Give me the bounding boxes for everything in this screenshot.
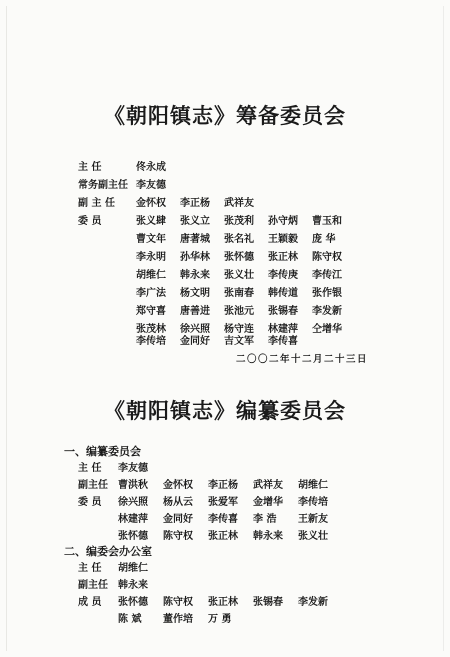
member-name: 金增华 [253, 497, 283, 508]
member-name: 孙华林 [180, 252, 210, 263]
member-name: 张正林 [208, 597, 238, 608]
member-name: 金同好 [180, 336, 210, 347]
member-name: 武祥友 [253, 480, 283, 491]
member-name: 金怀权 [136, 198, 166, 209]
member-name: 李广法 [136, 288, 166, 299]
prep-committee-title: 《朝阳镇志》筹备委员会 [104, 103, 346, 128]
member-name: 张池元 [224, 306, 254, 317]
member-name: 曹洪秋 [118, 480, 148, 491]
member-name: 董作培 [163, 614, 193, 625]
member-name: 曹玉和 [312, 216, 342, 227]
member-name: 胡维仁 [136, 270, 166, 281]
member-name: 李友德 [136, 180, 166, 191]
role-label: 常务副主任 [78, 180, 128, 191]
member-name: 陈守权 [163, 597, 193, 608]
edit-row [78, 460, 148, 477]
member-name: 张作银 [312, 288, 342, 299]
member-name: 郑守喜 [136, 306, 166, 317]
member-name: 张怀德 [224, 252, 254, 263]
member-name: 张怀德 [118, 531, 148, 542]
prep-row [78, 213, 342, 231]
member-name: 李发新 [298, 597, 328, 608]
member-name: 李传喜 [268, 336, 298, 347]
member-name: 徐兴照 [118, 497, 148, 508]
member-name: 李正杨 [208, 480, 238, 491]
role-label: 副主任 [78, 480, 108, 491]
member-name: 林建萍 [118, 514, 148, 525]
member-name: 李友德 [118, 463, 148, 474]
member-name: 张南春 [224, 288, 254, 299]
section-heading: 二、编委会办公室 [64, 545, 152, 558]
member-name: 王颖毅 [268, 234, 298, 245]
prep-row [78, 195, 254, 213]
edit-row [78, 494, 328, 511]
prep-row [78, 159, 166, 177]
member-name: 杨文明 [180, 288, 210, 299]
member-name: 李传喜 [208, 514, 238, 525]
member-name: 张名礼 [224, 234, 254, 245]
member-name: 曹文年 [136, 234, 166, 245]
member-name: 庞 华 [312, 234, 336, 245]
prep-row [78, 177, 166, 195]
member-name: 陈 斌 [118, 614, 142, 625]
role-label: 副主任 [78, 580, 108, 591]
role-label: 成 员 [78, 597, 102, 608]
role-label: 主 任 [78, 463, 102, 474]
member-name: 韩传道 [268, 288, 298, 299]
member-name: 胡维仁 [298, 480, 328, 491]
member-name: 李正杨 [180, 198, 210, 209]
role-label: 委 员 [78, 497, 102, 508]
member-name: 王新友 [298, 514, 328, 525]
member-name: 张义立 [180, 216, 210, 227]
member-name: 张爱军 [208, 497, 238, 508]
member-name: 仝增华 [312, 324, 342, 335]
role-label: 委 员 [78, 216, 102, 227]
member-name: 佟永成 [136, 162, 166, 173]
edit-committee-title: 《朝阳镇志》编纂委员会 [104, 398, 346, 423]
member-name: 张锡春 [268, 306, 298, 317]
member-name: 杨从云 [163, 497, 193, 508]
member-name: 唐善进 [180, 306, 210, 317]
member-name: 张义肆 [136, 216, 166, 227]
member-name: 徐兴照 [180, 324, 210, 335]
member-name: 李传庚 [268, 270, 298, 281]
member-name: 张茂利 [224, 216, 254, 227]
office-row [78, 577, 148, 594]
member-name: 唐著城 [180, 234, 210, 245]
member-name: 韩永来 [118, 580, 148, 591]
member-name: 李传培 [298, 497, 328, 508]
member-name: 张正林 [208, 531, 238, 542]
member-name: 李 浩 [253, 514, 277, 525]
member-name: 陈守权 [163, 531, 193, 542]
member-name: 万 勇 [208, 614, 232, 625]
member-name: 胡维仁 [118, 563, 148, 574]
member-name: 孙守炳 [268, 216, 298, 227]
section-heading: 一、编纂委员会 [64, 445, 141, 458]
member-name: 杨守连 [224, 324, 254, 335]
member-name: 李传江 [312, 270, 342, 281]
date-line: 二〇〇二年十二月二十三日 [235, 354, 368, 365]
member-name: 金同好 [163, 514, 193, 525]
member-name: 张义壮 [298, 531, 328, 542]
member-name: 张茂林 [136, 324, 166, 335]
member-name: 张怀德 [118, 597, 148, 608]
office-row [78, 594, 328, 611]
member-name: 林建萍 [268, 324, 298, 335]
role-label: 主 任 [78, 162, 102, 173]
member-name: 李永明 [136, 252, 166, 263]
member-name: 张正林 [268, 252, 298, 263]
member-name: 李发新 [312, 306, 342, 317]
member-name: 韩永来 [180, 270, 210, 281]
member-name: 武祥友 [224, 198, 254, 209]
member-name: 张锡春 [253, 597, 283, 608]
member-name: 韩永来 [253, 531, 283, 542]
edit-row [78, 477, 328, 494]
member-name: 吉文军 [224, 336, 254, 347]
office-row [78, 560, 148, 577]
member-name: 陈守权 [312, 252, 342, 263]
role-label: 主 任 [78, 563, 102, 574]
member-name: 李传培 [136, 336, 166, 347]
member-name: 金怀权 [163, 480, 193, 491]
role-label: 副 主 任 [78, 198, 115, 209]
member-name: 张义壮 [224, 270, 254, 281]
